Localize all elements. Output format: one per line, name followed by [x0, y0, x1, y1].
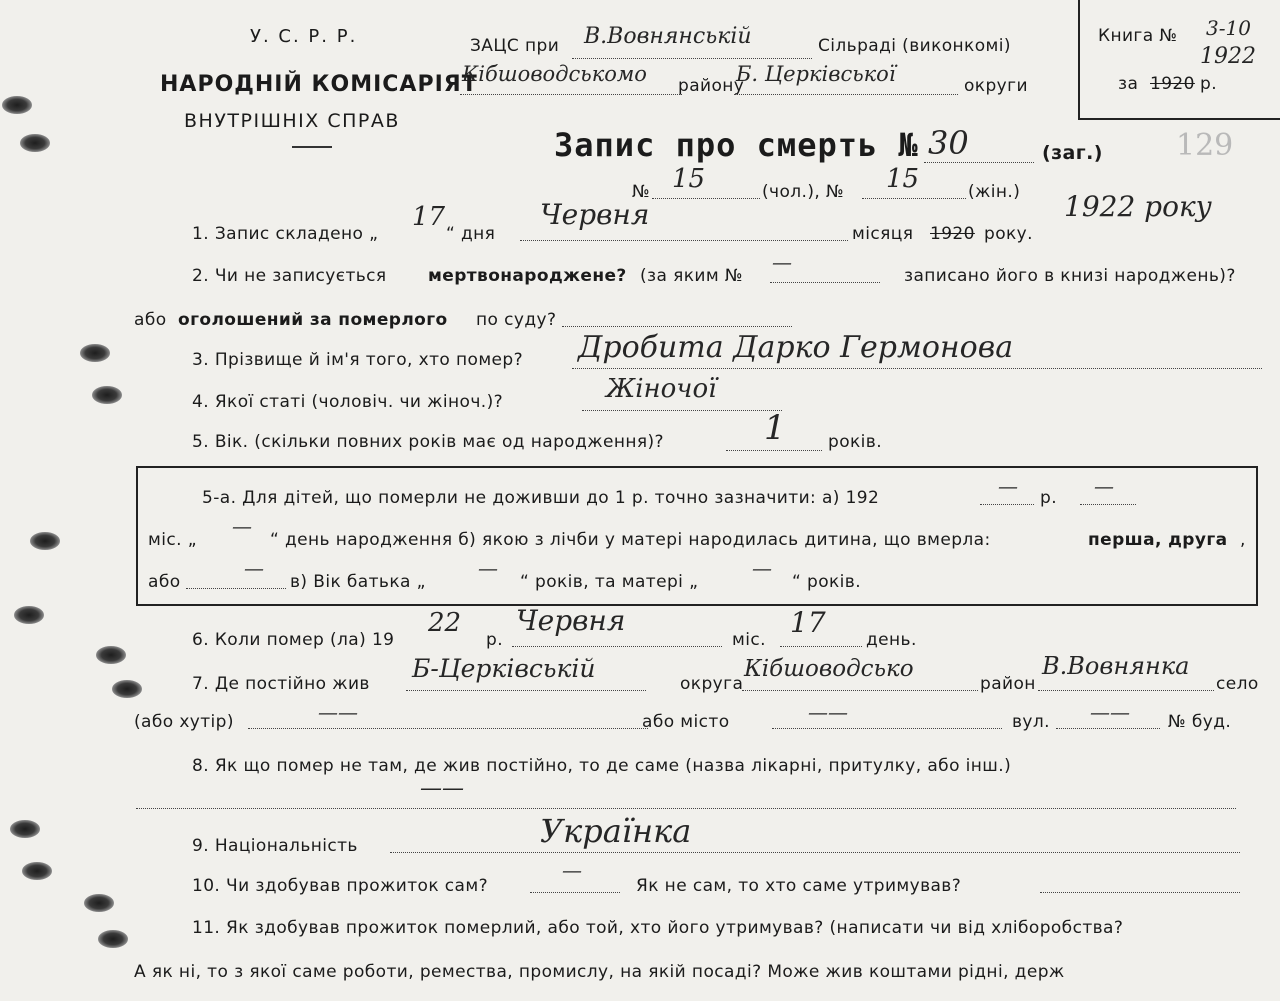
item7b-street: вул.: [1012, 712, 1050, 732]
item5a-line3-suffix: “ років.: [792, 572, 862, 592]
item2-handwritten: —: [772, 250, 792, 274]
item6-day-handwritten: 17: [790, 606, 826, 639]
punch-hole: [112, 680, 142, 698]
punch-hole: [80, 344, 110, 362]
item8-label: 8. Як що помер не там, де жив постійно, то де саме (назва лікарні, притулку, або інш.): [192, 756, 1012, 776]
item5-label: 5. Вік. (скільки повних років має од народження)?: [192, 432, 664, 452]
book-box-bottom: [1078, 118, 1280, 120]
item5a-line1-line-2: [1080, 504, 1136, 505]
village-handwritten: В.Вовнянській: [584, 24, 752, 49]
item5a-line3-handwritten: —: [244, 556, 264, 580]
okruha-line: [734, 94, 958, 95]
punch-hole: [20, 134, 50, 152]
punch-hole: [84, 894, 114, 912]
raion-line: [460, 94, 682, 95]
item6-day-label: день.: [866, 630, 917, 650]
male-number-line: [652, 198, 760, 199]
item7b-city-handwritten: ——: [808, 700, 848, 724]
male-no-label: №: [632, 182, 651, 202]
item7-okruha-line: [406, 690, 646, 691]
item7b-building: № буд.: [1168, 712, 1232, 732]
item5a-line3-handwritten-2: —: [478, 556, 498, 580]
item5a-line1-handwritten: —: [998, 474, 1018, 498]
item2b-line: [562, 326, 792, 327]
item7-raion-label: район: [980, 674, 1036, 694]
item1-year-label: року.: [984, 224, 1033, 244]
item5a-line2-comma: ,: [1240, 530, 1246, 550]
general-suffix: (заг.): [1042, 142, 1103, 164]
item10-handwritten: —: [562, 858, 582, 882]
item7-raion-handwritten: Кібшоводсько: [744, 656, 914, 682]
item2b-court: по суду?: [476, 310, 557, 330]
punch-hole: [96, 646, 126, 664]
item7b-street-line: [1056, 728, 1160, 729]
item10-line: [530, 892, 620, 893]
punch-hole: [10, 820, 40, 838]
item11-line2: А як ні, то з якої саме роботи, ремества, промислу, на якій посаді? Може жив коштами рідні, держ: [134, 962, 1065, 982]
item7-village-handwritten: В.Вовнянка: [1042, 652, 1190, 680]
punch-hole: [98, 930, 128, 948]
raion-label: району: [678, 76, 745, 96]
record-number-handwritten: 30: [928, 124, 969, 162]
item7b-khutir-line: [248, 728, 648, 729]
raion-handwritten: Кібшоводськомо: [462, 62, 647, 86]
item5-years-label: років.: [828, 432, 883, 452]
internal-affairs-heading: ВНУТРІШНІХ СПРАВ: [184, 110, 400, 132]
item5-age-handwritten: 1: [764, 408, 786, 448]
item1-day-label: “ дня: [446, 224, 496, 244]
item1-month-label: місяця: [852, 224, 914, 244]
female-label: (жін.): [968, 182, 1021, 202]
item5a-line1-r: р.: [1040, 488, 1057, 508]
female-number-handwritten: 15: [886, 164, 920, 194]
book-year-suffix: р.: [1200, 74, 1217, 94]
item5a-line3-handwritten-3: —: [752, 556, 772, 580]
item5a-line2-first-second: перша, друга: [1088, 530, 1228, 550]
item1-month-handwritten: Червня: [540, 198, 650, 231]
item6-month-label: міс.: [732, 630, 766, 650]
book-for-label: за: [1118, 74, 1139, 94]
item1-year-handwritten: 1922 року: [1064, 190, 1212, 223]
item5a-line1-prefix: 5-а. Для дітей, що померли не доживши до 1 р. точно зазначити: а) 192: [202, 488, 880, 508]
book-struck-year: 1920: [1150, 74, 1195, 94]
council-label: Сільраді (виконкомі): [818, 36, 1011, 56]
item10-prefix: 10. Чи здобував прожиток сам?: [192, 876, 489, 896]
commissariat-heading: НАРОДНІЙ КОМІСАРІЯТ: [160, 72, 478, 97]
item6-prefix: 6. Коли помер (ла) 19: [192, 630, 395, 650]
item5a-line2-handwritten: —: [232, 514, 252, 538]
item6-r: р.: [486, 630, 503, 650]
book-label: Книга №: [1098, 26, 1178, 46]
item3-name-handwritten: Дробита Дарко Гермонова: [578, 330, 1014, 365]
item8-line: [136, 808, 1236, 809]
item5a-line3-prefix: або: [148, 572, 181, 592]
item5a-line2-mid: “ день народження б) якою з лічби у матері народилась дитина, що вмерла:: [270, 530, 991, 550]
item9-nationality-handwritten: Українка: [540, 812, 692, 850]
item9-line: [390, 852, 1240, 853]
item7-raion-line: [742, 690, 978, 691]
book-box-left: [1078, 0, 1080, 118]
item2-prefix: 2. Чи не записується: [192, 266, 387, 286]
item6-month-handwritten: Червня: [516, 604, 626, 637]
item5a-line1-line: [980, 504, 1034, 505]
item6-year-handwritten: 22: [428, 608, 462, 638]
punch-hole: [92, 386, 122, 404]
item6-day-line: [780, 646, 862, 647]
record-title: Запис про смерть №: [554, 126, 919, 164]
item2-which: (за яким №: [640, 266, 743, 286]
item5a-line3-father: в) Вік батька „: [290, 572, 426, 592]
item1-struck-year: 1920: [930, 224, 975, 244]
male-number-handwritten: 15: [672, 164, 706, 194]
item10-suffix: Як не сам, то хто саме утримував?: [636, 876, 962, 896]
book-year-handwritten: 1922: [1200, 44, 1256, 69]
item11-line1: 11. Як здобував прожиток померлий, або той, хто його утримував? (написати чи від хліборобства?: [192, 918, 1124, 938]
item9-label: 9. Національність: [192, 836, 358, 856]
okruha-label: округи: [964, 76, 1028, 96]
item2-stillborn: мертвонароджене?: [428, 266, 627, 286]
item5a-line3-mother: “ років, та матері „: [520, 572, 699, 592]
record-number-line: [924, 162, 1034, 163]
header-divider: [292, 146, 332, 148]
punch-hole: [30, 532, 60, 550]
okruha-handwritten: Б. Церківської: [736, 62, 896, 86]
item5a-line2-prefix: міс. „: [148, 530, 197, 550]
item5a-line3-line: [186, 588, 286, 589]
zags-label: ЗАЦС при: [470, 36, 560, 56]
item2-line: [770, 282, 880, 283]
item7b-khutir-handwritten: ——: [318, 700, 358, 724]
item5-line: [726, 450, 822, 451]
item4-label: 4. Якої статі (чоловіч. чи жіноч.)?: [192, 392, 504, 412]
item6-month-line: [512, 646, 722, 647]
item4-gender-handwritten: Жіночої: [606, 374, 717, 404]
item3-label: 3. Прізвище й ім'я того, хто помер?: [192, 350, 524, 370]
punch-hole: [2, 96, 32, 114]
male-female-label: (чол.), №: [762, 182, 845, 202]
item7-village-line: [1038, 690, 1214, 691]
female-number-line: [862, 198, 966, 199]
item7-okruha-handwritten: Б-Церківській: [412, 654, 596, 683]
village-line: [572, 58, 812, 59]
archive-stamp-number: 129: [1176, 128, 1234, 163]
ussr-heading: У. С. Р. Р.: [250, 26, 358, 47]
item7-okruha-label: округа: [680, 674, 744, 694]
item2b-prefix: або: [134, 310, 167, 330]
item7b-khutir: (або хутір): [134, 712, 234, 732]
item10-line-2: [1040, 892, 1240, 893]
item7b-city: або місто: [642, 712, 730, 732]
item7b-city-line: [772, 728, 1002, 729]
item7-village-label: село: [1216, 674, 1259, 694]
item8-handwritten: ——: [420, 776, 464, 801]
book-number-handwritten: 3-10: [1206, 16, 1251, 40]
item3-line: [572, 368, 1262, 369]
item7b-street-handwritten: ——: [1090, 700, 1130, 724]
item7-prefix: 7. Де постійно жив: [192, 674, 370, 694]
item5a-line1-handwritten-2: —: [1094, 474, 1114, 498]
item4-line: [582, 410, 782, 411]
punch-hole: [14, 606, 44, 624]
item1-day-handwritten: 17: [412, 202, 446, 232]
item2b-declared-dead: оголошений за померлого: [178, 310, 448, 330]
item1-month-line: [520, 240, 848, 241]
item2-suffix: записано його в книзі народжень)?: [904, 266, 1236, 286]
punch-hole: [22, 862, 52, 880]
item1-prefix: 1. Запис складено „: [192, 224, 379, 244]
